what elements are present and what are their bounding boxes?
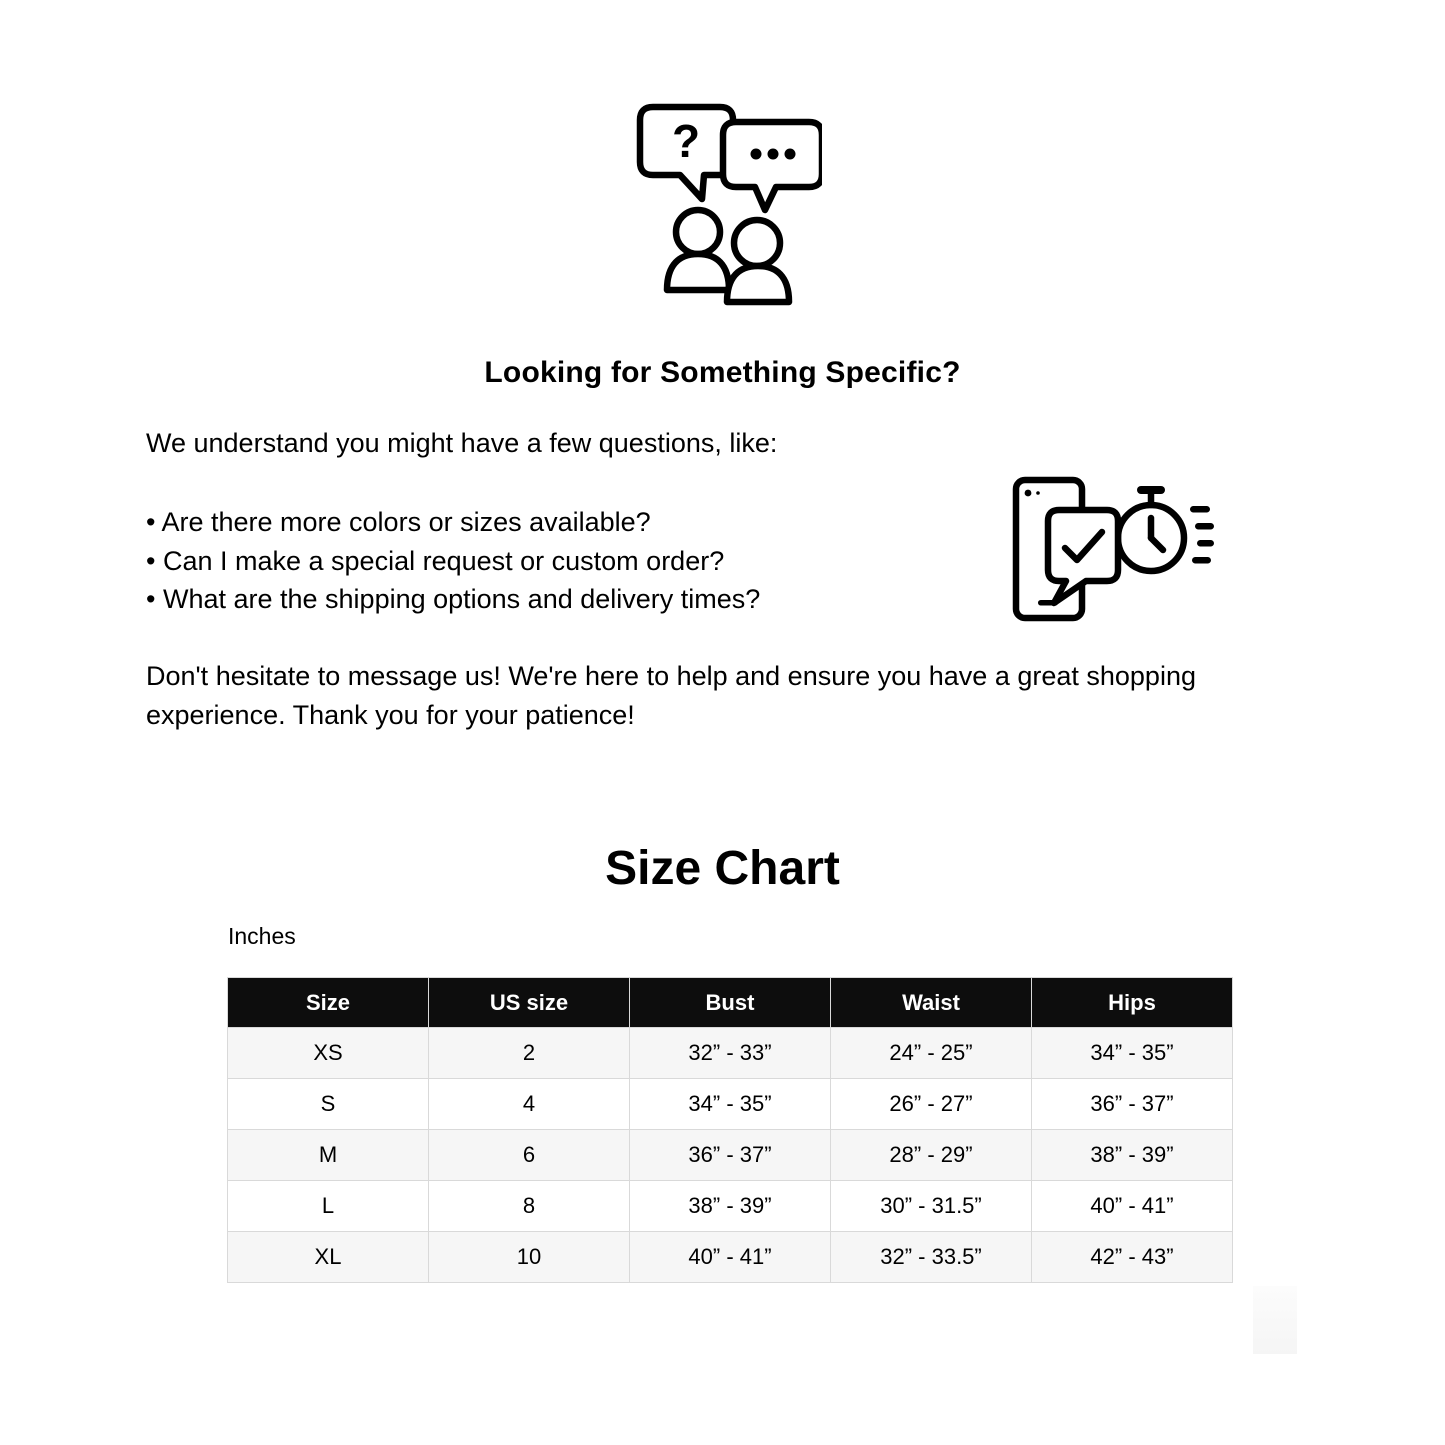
table-cell: 32” - 33” <box>630 1028 831 1079</box>
table-cell: 40” - 41” <box>630 1232 831 1283</box>
fast-reply-icon <box>1012 476 1214 622</box>
table-cell: 36” - 37” <box>1032 1079 1233 1130</box>
question-mark-glyph: ? <box>671 115 701 167</box>
fast-reply-icon-svg <box>1012 476 1214 622</box>
table-cell: L <box>228 1181 429 1232</box>
question-list <box>146 503 760 619</box>
table-cell: M <box>228 1130 429 1181</box>
table-cell: 24” - 25” <box>831 1028 1032 1079</box>
people-chat-icon-svg <box>628 100 822 312</box>
size-chart-body <box>228 1028 1233 1283</box>
question-item: • Are there more colors or sizes available? <box>146 507 651 537</box>
table-row <box>228 1181 1233 1232</box>
table-cell: 2 <box>429 1028 630 1079</box>
intro-text: We understand you might have a few questions, like: <box>146 428 778 458</box>
size-chart-title: Size Chart <box>605 842 840 895</box>
question-item: • What are the shipping options and delivery times? <box>146 584 761 614</box>
table-cell: 34” - 35” <box>1032 1028 1233 1079</box>
table-cell: XS <box>228 1028 429 1079</box>
table-cell: 10 <box>429 1232 630 1283</box>
question-item: • Can I make a special request or custom order? <box>146 545 725 576</box>
unit-label: Inches <box>228 923 296 949</box>
table-row <box>228 1079 1233 1130</box>
table-cell: 26” - 27” <box>831 1079 1032 1130</box>
table-cell: 32” - 33.5” <box>831 1232 1032 1283</box>
header-cell: Size <box>228 978 429 1028</box>
header-cell: Waist <box>831 978 1032 1028</box>
header-cell: Bust <box>630 978 831 1028</box>
table-cell: 28” - 29” <box>831 1130 1032 1181</box>
table-cell: S <box>228 1079 429 1130</box>
table-cell: 30” - 31.5” <box>831 1181 1032 1232</box>
header-cell: US size <box>429 978 630 1028</box>
table-cell: 42” - 43” <box>1032 1232 1233 1283</box>
table-cell: 6 <box>429 1130 630 1181</box>
size-chart-header-row <box>228 978 1233 1028</box>
size-chart-table <box>227 977 1233 1283</box>
table-cell: 40” - 41” <box>1032 1181 1233 1232</box>
table-cell: 34” - 35” <box>630 1079 831 1130</box>
table-cell: 38” - 39” <box>1032 1130 1233 1181</box>
size-chart-table-wrap <box>227 977 1233 1283</box>
table-cell: 4 <box>429 1079 630 1130</box>
header-cell: Hips <box>1032 978 1233 1028</box>
table-cell: 8 <box>429 1181 630 1232</box>
section-heading: Looking for Something Specific? <box>484 356 961 389</box>
people-chat-icon <box>628 100 822 312</box>
table-cell: 36” - 37” <box>630 1130 831 1181</box>
table-row <box>228 1232 1233 1283</box>
watermark <box>1253 1286 1297 1354</box>
table-cell: XL <box>228 1232 429 1283</box>
table-row <box>228 1028 1233 1079</box>
closing-text: Don't hesitate to message us! We're here to help and ensure you have a great shopping experience. Thank you for your patience! <box>146 661 1196 730</box>
table-cell: 38” - 39” <box>630 1181 831 1232</box>
table-row <box>228 1130 1233 1181</box>
